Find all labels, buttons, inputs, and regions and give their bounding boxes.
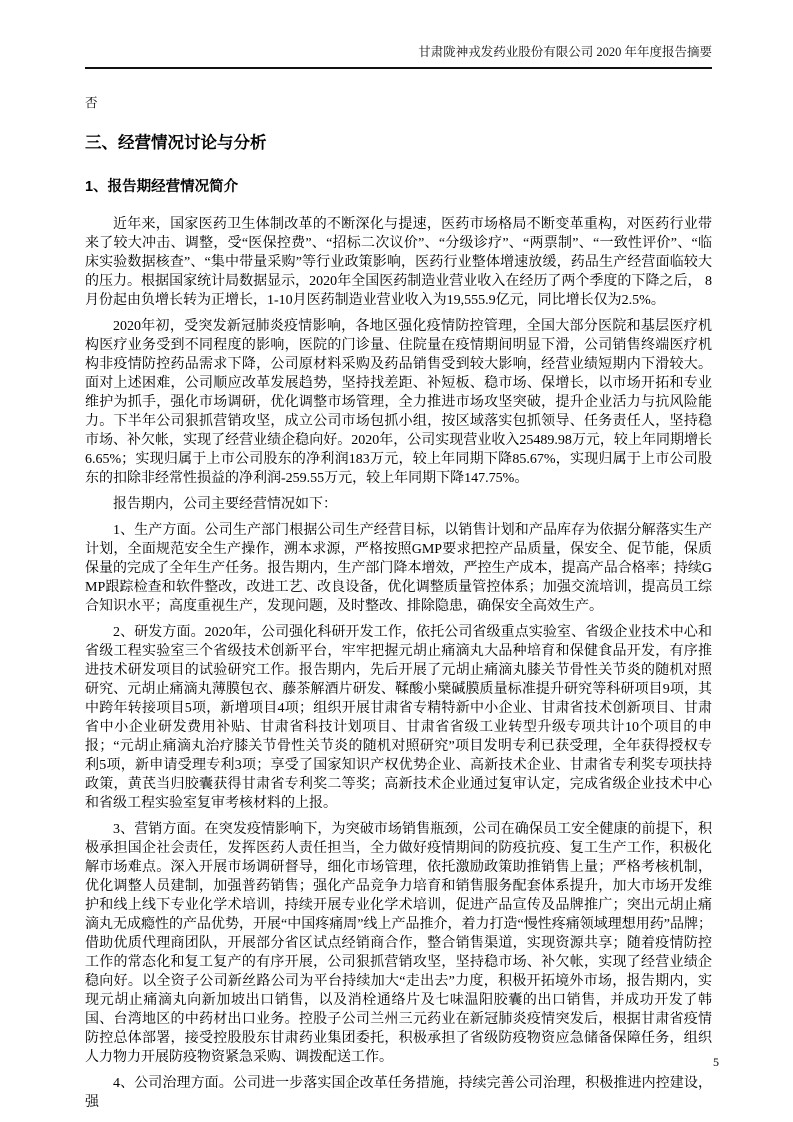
paragraph-governance: 4、公司治理方面。公司进一步落实国企改革任务措施，持续完善公司治理，积极推进内控建设，强 bbox=[85, 1076, 712, 1110]
answer-text: 否 bbox=[85, 96, 98, 110]
paragraph-research-development: 2、研发方面。2020年，公司强化科研开发工作，依托公司省级重点实验室、省级企业技术中心和省级工程实验室三个省级技术创新平台，牢牢把握元胡止痛滴丸大品种培育和保健食品开发，有序推进技术研发项目的试验研究工作。报告期内，先后开展了元胡止痛滴丸膝关节骨性关节炎的随机对照研究、元胡止痛滴丸薄膜包衣、藤茶解酒片研发、鞣酸小檗碱膜质量标准提升研究等科研项目9项，其中跨年转接项目5项，新增项目4项；组织开展甘肃省专精特新中小企业、甘肃省技术创新项目、甘肃省中小企业研发费用补贴、甘肃省科技计划项目、甘肃省省级工业转型升级专项共计10个项目的申报；“元胡止痛滴丸治疗膝关节骨性关节炎的随机对照研究”项目发明专利已获受理，全年获得授权专利5项，新申请受理专利3项；享受了国家知识产权优势企业、高新技术企业、甘肃省专利奖专项扶持政策，黄芪当归胶囊获得甘肃省专利奖二等奖；高新技术企业通过复审认定，完成省级企业技术中心和省级工程实验室复审考核材料的上报。 bbox=[85, 625, 712, 811]
page-number: 5 bbox=[713, 1055, 719, 1069]
paragraph-marketing: 3、营销方面。在突发疫情影响下，为突破市场销售瓶颈，公司在确保员工安全健康的前提下，积极承担国企社会责任，发挥医药人责任担当，全力做好疫情期间的防疫抗疫、复工生产工作，积极化解市场难点。深入开展市场调研督导，细化市场管理，依托激励政策助推销售上量；严格考核机制，优化调整人员建制，加强普药销售；强化产品竞争力培育和销售服务配套体系提升，加大市场开发维护和线上线下专业化学术培训，持续开展专业化学术培训，促进产品宣传及品牌推广；突出元胡止痛滴丸无成瘾性的产品优势，开展“中国疼痛周”线上产品推介，着力打造“慢性疼痛领域理想用药”品牌；借助优质代理商团队，开展部分省区试点经销商合作，整合销售渠道，实现资源共享；随着疫情防控工作的常态化和复工复产的有序开展，公司狠抓营销攻坚，坚持稳市场、补欠帐，实现了经营业绩企稳向好。以全资子公司新丝路公司为平台持续加大“走出去”力度，积极开拓境外市场，报告期内，实现元胡止痛滴丸向新加坡出口销售，以及消栓通络片及七味温阳胶囊的出口销售，并成功开发了韩国、台湾地区的中药材出口业务。控股子公司兰州三元药业在新冠肺炎疫情突发后，根据甘肃省疫情防控总体部署，接受控股股东甘肃药业集团委托，积极承担了省级防疫物资应急储备保障任务，组织人力物力开展防疫物资紧急采购、调拨配送工作。 bbox=[85, 822, 712, 1065]
paragraph-industry-overview: 近年来，国家医药卫生体制改革的不断深化与提速，医药市场格局不断变革重构，对医药行业带来了较大冲击、调整，受“医保控费”、“招标二次议价”、“分级诊疗”、“两票制”、“一致性评价”、“临床实验数据核查”、“集中带量采购”等行业政策影响，医药行业整体增速放缓，药品生产经营面临较大的压力。根据国家统计局数据显示，2020年全国医药制造业营业收入在经历了两个季度的下降之后， 8月份起由负增长转为正增长，1-10月医药制造业营业收入为19,555.9亿元，同比增长仅为2.5%。 bbox=[85, 217, 712, 308]
section-title: 三、经营情况讨论与分析 bbox=[85, 134, 267, 152]
subsection-title: 1、报告期经营情况简介 bbox=[85, 179, 239, 195]
document-body bbox=[85, 96, 712, 1112]
paragraph-covid-impact: 2020年初，受突发新冠肺炎疫情影响，各地区强化疫情防控管理，全国大部分医院和基层医疗机构医疗业务受到不同程度的影响，医院的门诊量、住院量在疫情期间明显下滑，公司销售终端医疗机构非疫情防控药品需求下降，公司原材料采购及药品销售受到较大影响，经营业绩短期内下滑较大。面对上述困难，公司顺应改革发展趋势，坚持找差距、补短板、稳市场、保增长，以市场开拓和专业维护为抓手，强化市场调研，优化调整市场管理，全力推进市场攻坚突破，提升企业活力与抗风险能力。下半年公司狠抓营销攻坚，成立公司市场包抓小组，按区域落实包抓领导、任务责任人，坚持稳市场、补欠帐，实现了经营业绩企稳向好。2020年，公司实现营业收入25489.98万元，较上年同期增长6.65%；实现归属于上市公司股东的净利润183万元，较上年同期下降85.67%，实现归属于上市公司股东的扣除非经常性损益的净利润-259.55万元，较上年同期下降147.75%。 bbox=[85, 319, 712, 486]
paragraph-production: 1、生产方面。公司生产部门根据公司生产经营目标，以销售计划和产品库存为依据分解落实生产计划，全面规范安全生产操作，溯本求源，严格按照GMP要求把控产品质量，保安全、促节能，保质保量的完成了全年生产任务。报告期内，生产部门降本增效，严控生产成本，提高产品合格率；持续GMP跟踪检查和软件整改，改进工艺、改良设备，优化调整质量管控体系；加强交流培训，提高员工综合知识水平；高度重视生产，发现问题，及时整改、排除隐患，确保安全高效生产。 bbox=[85, 523, 712, 614]
paragraph-operations-intro: 报告期内，公司主要经营情况如下： bbox=[113, 497, 337, 512]
document-header-title: 甘肃陇神戎发药业股份有限公司 2020 年年度报告摘要 bbox=[418, 45, 712, 59]
document-header bbox=[85, 0, 712, 69]
